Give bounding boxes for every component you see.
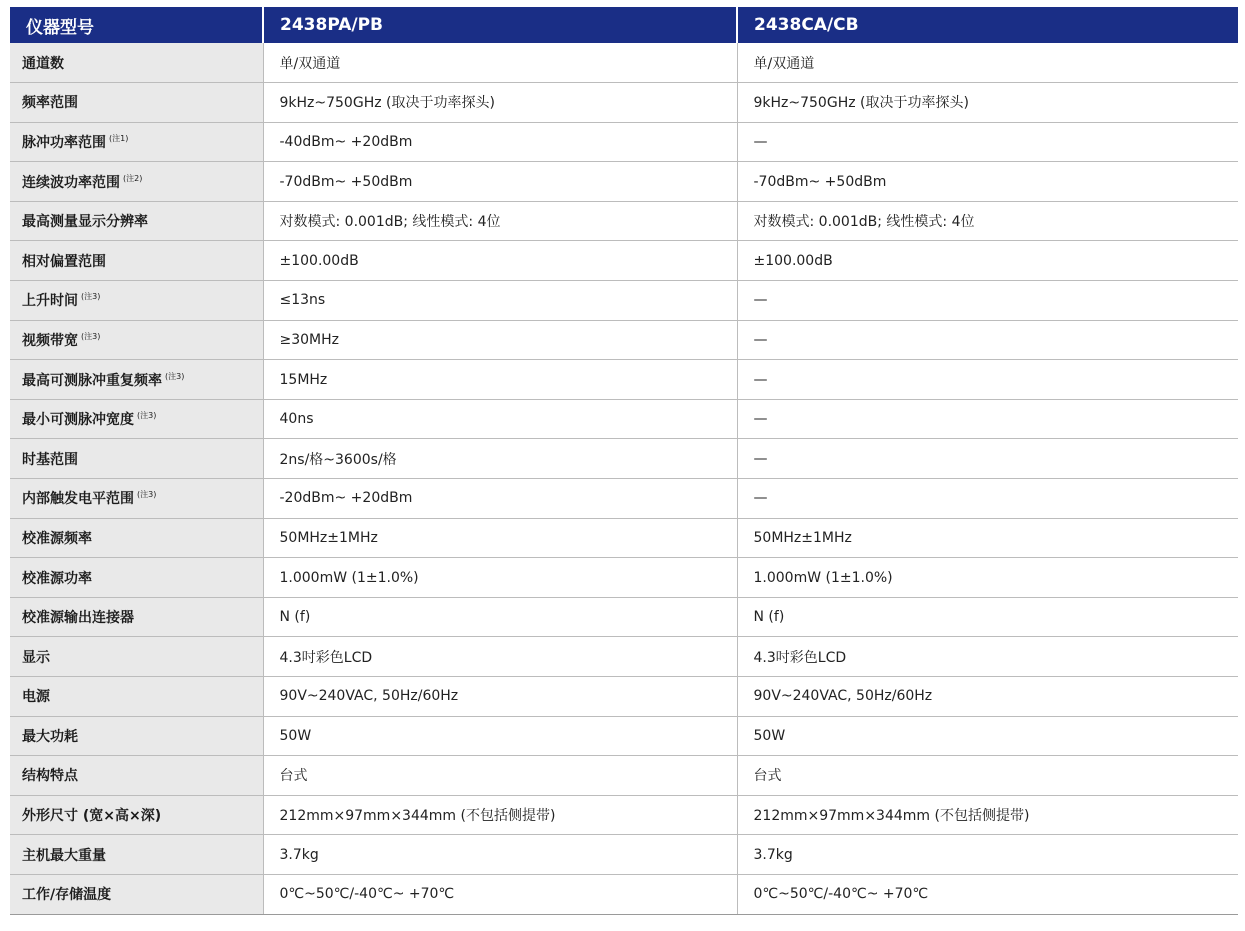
table-row	[10, 558, 1238, 598]
value-model-b: 4.3吋彩色LCD	[737, 637, 1238, 677]
header-model-b: 2438CA/CB	[737, 7, 1238, 43]
param-cell	[10, 320, 263, 360]
param-label: 时基范围	[22, 451, 78, 468]
value-model-b: —	[737, 439, 1238, 479]
param-cell	[10, 201, 263, 241]
value-model-b: 50MHz±1MHz	[737, 518, 1238, 558]
param-label: 通道数	[22, 55, 64, 72]
param-label: 显示	[22, 649, 50, 666]
param-cell	[10, 439, 263, 479]
table-row	[10, 399, 1238, 439]
value-model-b: 50W	[737, 716, 1238, 756]
value-model-b: 0℃~50℃/-40℃~ +70℃	[737, 874, 1238, 914]
value-model-a: 50MHz±1MHz	[263, 518, 737, 558]
table-row	[10, 518, 1238, 558]
param-cell	[10, 241, 263, 281]
param-label: 上升时间	[22, 293, 78, 310]
header-model-a: 2438PA/PB	[263, 7, 737, 43]
footnote-marker: (注1)	[109, 133, 129, 143]
value-model-a: 单/双通道	[263, 43, 737, 83]
value-model-b: 9kHz~750GHz (取决于功率探头)	[737, 83, 1238, 123]
param-label: 校准源功率	[22, 570, 92, 587]
param-label: 最高可测脉冲重复频率	[22, 372, 162, 389]
value-model-b: —	[737, 360, 1238, 400]
footnote-marker: (注3)	[137, 490, 157, 500]
table-row	[10, 201, 1238, 241]
value-model-b: 3.7kg	[737, 835, 1238, 875]
param-cell	[10, 637, 263, 677]
param-label: 内部触发电平范围	[22, 491, 134, 508]
value-model-a: 0℃~50℃/-40℃~ +70℃	[263, 874, 737, 914]
table-row	[10, 716, 1238, 756]
param-cell	[10, 835, 263, 875]
value-model-a: -20dBm~ +20dBm	[263, 479, 737, 519]
table-row	[10, 479, 1238, 519]
value-model-a: 对数模式: 0.001dB; 线性模式: 4位	[263, 201, 737, 241]
value-model-b: 台式	[737, 756, 1238, 796]
footnote-marker: (注3)	[81, 331, 101, 341]
table-row	[10, 795, 1238, 835]
value-model-a: 4.3吋彩色LCD	[263, 637, 737, 677]
table-row	[10, 835, 1238, 875]
value-model-b: —	[737, 479, 1238, 519]
footnote-marker: (注3)	[81, 292, 101, 302]
value-model-b: 90V~240VAC, 50Hz/60Hz	[737, 677, 1238, 717]
param-cell	[10, 874, 263, 914]
value-model-b: —	[737, 320, 1238, 360]
param-label: 最小可测脉冲宽度	[22, 412, 134, 429]
table-row	[10, 677, 1238, 717]
spec-table	[10, 7, 1238, 915]
value-model-b: 对数模式: 0.001dB; 线性模式: 4位	[737, 201, 1238, 241]
param-label: 校准源频率	[22, 530, 92, 547]
value-model-a: ±100.00dB	[263, 241, 737, 281]
param-label: 相对偏置范围	[22, 253, 106, 270]
table-row	[10, 874, 1238, 914]
param-label: 工作/存储温度	[22, 887, 112, 904]
value-model-a: ≥30MHz	[263, 320, 737, 360]
value-model-b: —	[737, 399, 1238, 439]
value-model-b: ±100.00dB	[737, 241, 1238, 281]
table-row	[10, 756, 1238, 796]
param-label: 结构特点	[22, 768, 78, 785]
value-model-a: 9kHz~750GHz (取决于功率探头)	[263, 83, 737, 123]
value-model-a: N (f)	[263, 597, 737, 637]
param-cell	[10, 162, 263, 202]
header-row	[10, 7, 1238, 43]
table-row	[10, 320, 1238, 360]
param-cell	[10, 479, 263, 519]
param-label: 主机最大重量	[22, 847, 106, 864]
table-row	[10, 360, 1238, 400]
value-model-b: -70dBm~ +50dBm	[737, 162, 1238, 202]
value-model-a: 212mm×97mm×344mm (不包括侧提带)	[263, 795, 737, 835]
header-param: 仪器型号	[10, 7, 263, 43]
value-model-a: 40ns	[263, 399, 737, 439]
value-model-a: 50W	[263, 716, 737, 756]
param-cell	[10, 399, 263, 439]
table-row	[10, 637, 1238, 677]
param-label: 校准源输出连接器	[22, 610, 134, 627]
param-label: 最大功耗	[22, 728, 78, 745]
param-cell	[10, 83, 263, 123]
footnote-marker: (注3)	[165, 371, 185, 381]
param-cell	[10, 756, 263, 796]
param-label: 最高测量显示分辨率	[22, 214, 148, 231]
param-label: 视频带宽	[22, 332, 78, 349]
value-model-a: 2ns/格~3600s/格	[263, 439, 737, 479]
value-model-a: -70dBm~ +50dBm	[263, 162, 737, 202]
param-cell	[10, 597, 263, 637]
value-model-a: 90V~240VAC, 50Hz/60Hz	[263, 677, 737, 717]
table-row	[10, 241, 1238, 281]
param-label: 外形尺寸 (宽×高×深)	[22, 808, 162, 825]
param-cell	[10, 795, 263, 835]
param-label: 连续波功率范围	[22, 174, 120, 191]
param-cell	[10, 360, 263, 400]
param-cell	[10, 43, 263, 83]
param-label: 脉冲功率范围	[22, 134, 106, 151]
table-body	[10, 43, 1238, 914]
value-model-a: 3.7kg	[263, 835, 737, 875]
value-model-b: 单/双通道	[737, 43, 1238, 83]
table-row	[10, 162, 1238, 202]
param-cell	[10, 281, 263, 321]
table-row	[10, 122, 1238, 162]
value-model-a: 台式	[263, 756, 737, 796]
param-cell	[10, 518, 263, 558]
value-model-a: 1.000mW (1±1.0%)	[263, 558, 737, 598]
table-row	[10, 439, 1238, 479]
param-label: 电源	[22, 689, 50, 706]
param-cell	[10, 122, 263, 162]
value-model-a: 15MHz	[263, 360, 737, 400]
value-model-b: N (f)	[737, 597, 1238, 637]
table-row	[10, 83, 1238, 123]
param-cell	[10, 558, 263, 598]
table-header	[10, 7, 1238, 43]
value-model-b: —	[737, 281, 1238, 321]
value-model-a: -40dBm~ +20dBm	[263, 122, 737, 162]
table-row	[10, 281, 1238, 321]
value-model-b: 212mm×97mm×344mm (不包括侧提带)	[737, 795, 1238, 835]
table-row	[10, 597, 1238, 637]
param-cell	[10, 677, 263, 717]
footnote-marker: (注3)	[137, 411, 157, 421]
value-model-a: ≤13ns	[263, 281, 737, 321]
value-model-b: 1.000mW (1±1.0%)	[737, 558, 1238, 598]
param-label: 频率范围	[22, 95, 78, 112]
table-row	[10, 43, 1238, 83]
value-model-b: —	[737, 122, 1238, 162]
footnote-marker: (注2)	[123, 173, 143, 183]
param-cell	[10, 716, 263, 756]
